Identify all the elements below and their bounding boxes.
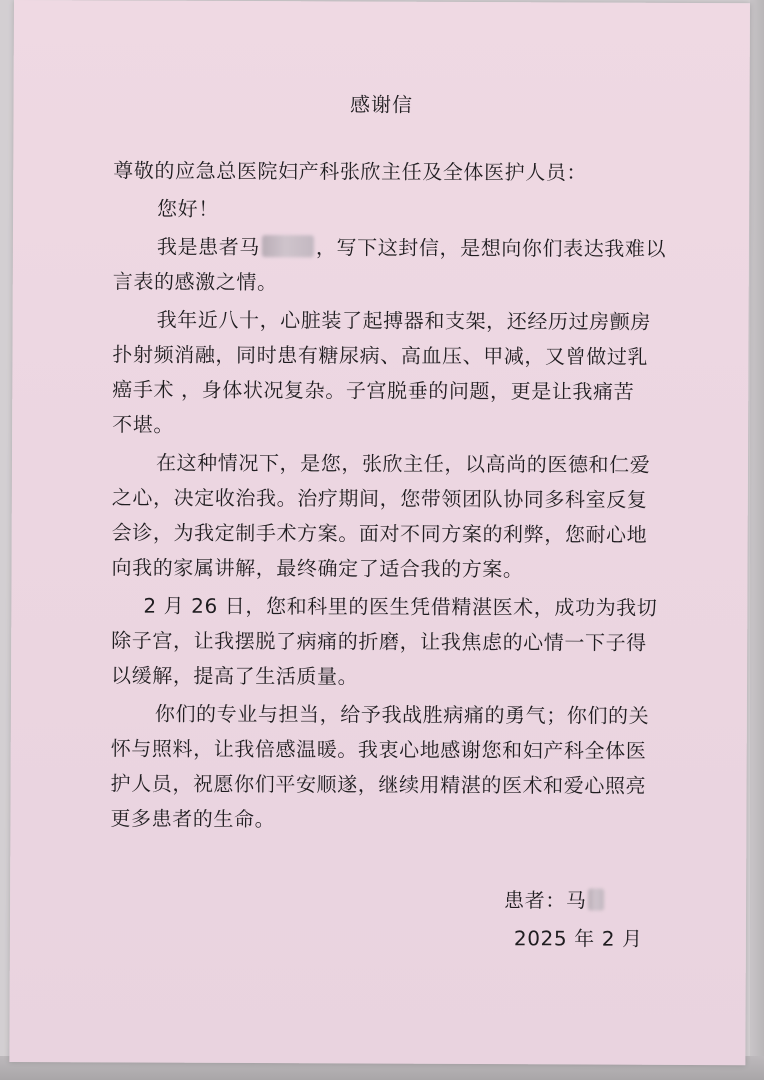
- background-edge: [750, 0, 764, 1080]
- paragraph-5-line: 你们的专业与担当，给予我战胜病痛的勇气；你们的关: [154, 701, 650, 728]
- paragraph-5-line: 更多患者的生命。: [110, 806, 276, 832]
- paragraph-2-line: 癌手术 ，身体状况复杂。子宫脱垂的问题，更是让我痛苦: [112, 377, 635, 404]
- paragraph-4-line: 除子宫，让我摆脱了病痛的折磨，让我焦虑的心情一下子得: [111, 628, 647, 655]
- paragraph-3-line: 会诊，为我定制手术方案。面对不同方案的利弊，您耐心地: [111, 520, 648, 547]
- letter-paper: [9, 0, 750, 1065]
- paragraph-4-line: 2 月 26 日，您和科里的医生凭借精湛医术，成功为我切: [143, 593, 658, 620]
- paragraph-5-line: 护人员，祝愿你们平安顺遂，继续用精湛的医术和爱心照亮: [110, 771, 647, 798]
- signature: [504, 884, 607, 913]
- greeting: 您好！: [157, 196, 219, 221]
- paragraph-1-line-2: 言表的感激之情。: [112, 269, 278, 295]
- paragraph-1-line-1: [157, 231, 666, 262]
- salutation: 尊敬的应急总医院妇产科张欣主任及全体医护人员：: [113, 158, 588, 185]
- letter-title: 感谢信: [349, 92, 414, 117]
- paragraph-3-line: 之心，决定收治我。治疗期间，您带领团队协同多科室反复: [111, 485, 648, 512]
- paragraph-4-line: 以缓解，提高了生活质量。: [111, 663, 359, 689]
- redacted-name: [262, 235, 314, 257]
- redacted-signature-name: [588, 889, 604, 911]
- paragraph-5-line: 怀与照料，让我倍感温暖。我衷心地感谢您和妇产科全体医: [110, 736, 647, 763]
- paragraph-2-line: 扑射频消融，同时患有糖尿病、高血压、甲减，又曾做过乳: [112, 342, 649, 369]
- paragraph-3-line: 在这种情况下，是您，张欣主任，以高尚的医德和仁爱: [155, 450, 651, 477]
- paragraph-2-line: 我年近八十，心脏装了起搏器和支架，还经历过房颤房: [156, 307, 652, 334]
- letter-date: 2025 年 2 月: [513, 926, 643, 951]
- paragraph-2-line: 不堪。: [112, 412, 175, 437]
- paragraph-1-text-after: ，写下这封信，是想向你们表达我难以: [315, 235, 667, 261]
- paragraph-3-line: 向我的家属讲解，最终确定了适合我的方案。: [111, 555, 524, 582]
- paragraph-1-text-before: 我是患者马: [156, 234, 260, 260]
- letter-body: [14, 0, 750, 951]
- signature-text: 患者：马: [504, 888, 587, 913]
